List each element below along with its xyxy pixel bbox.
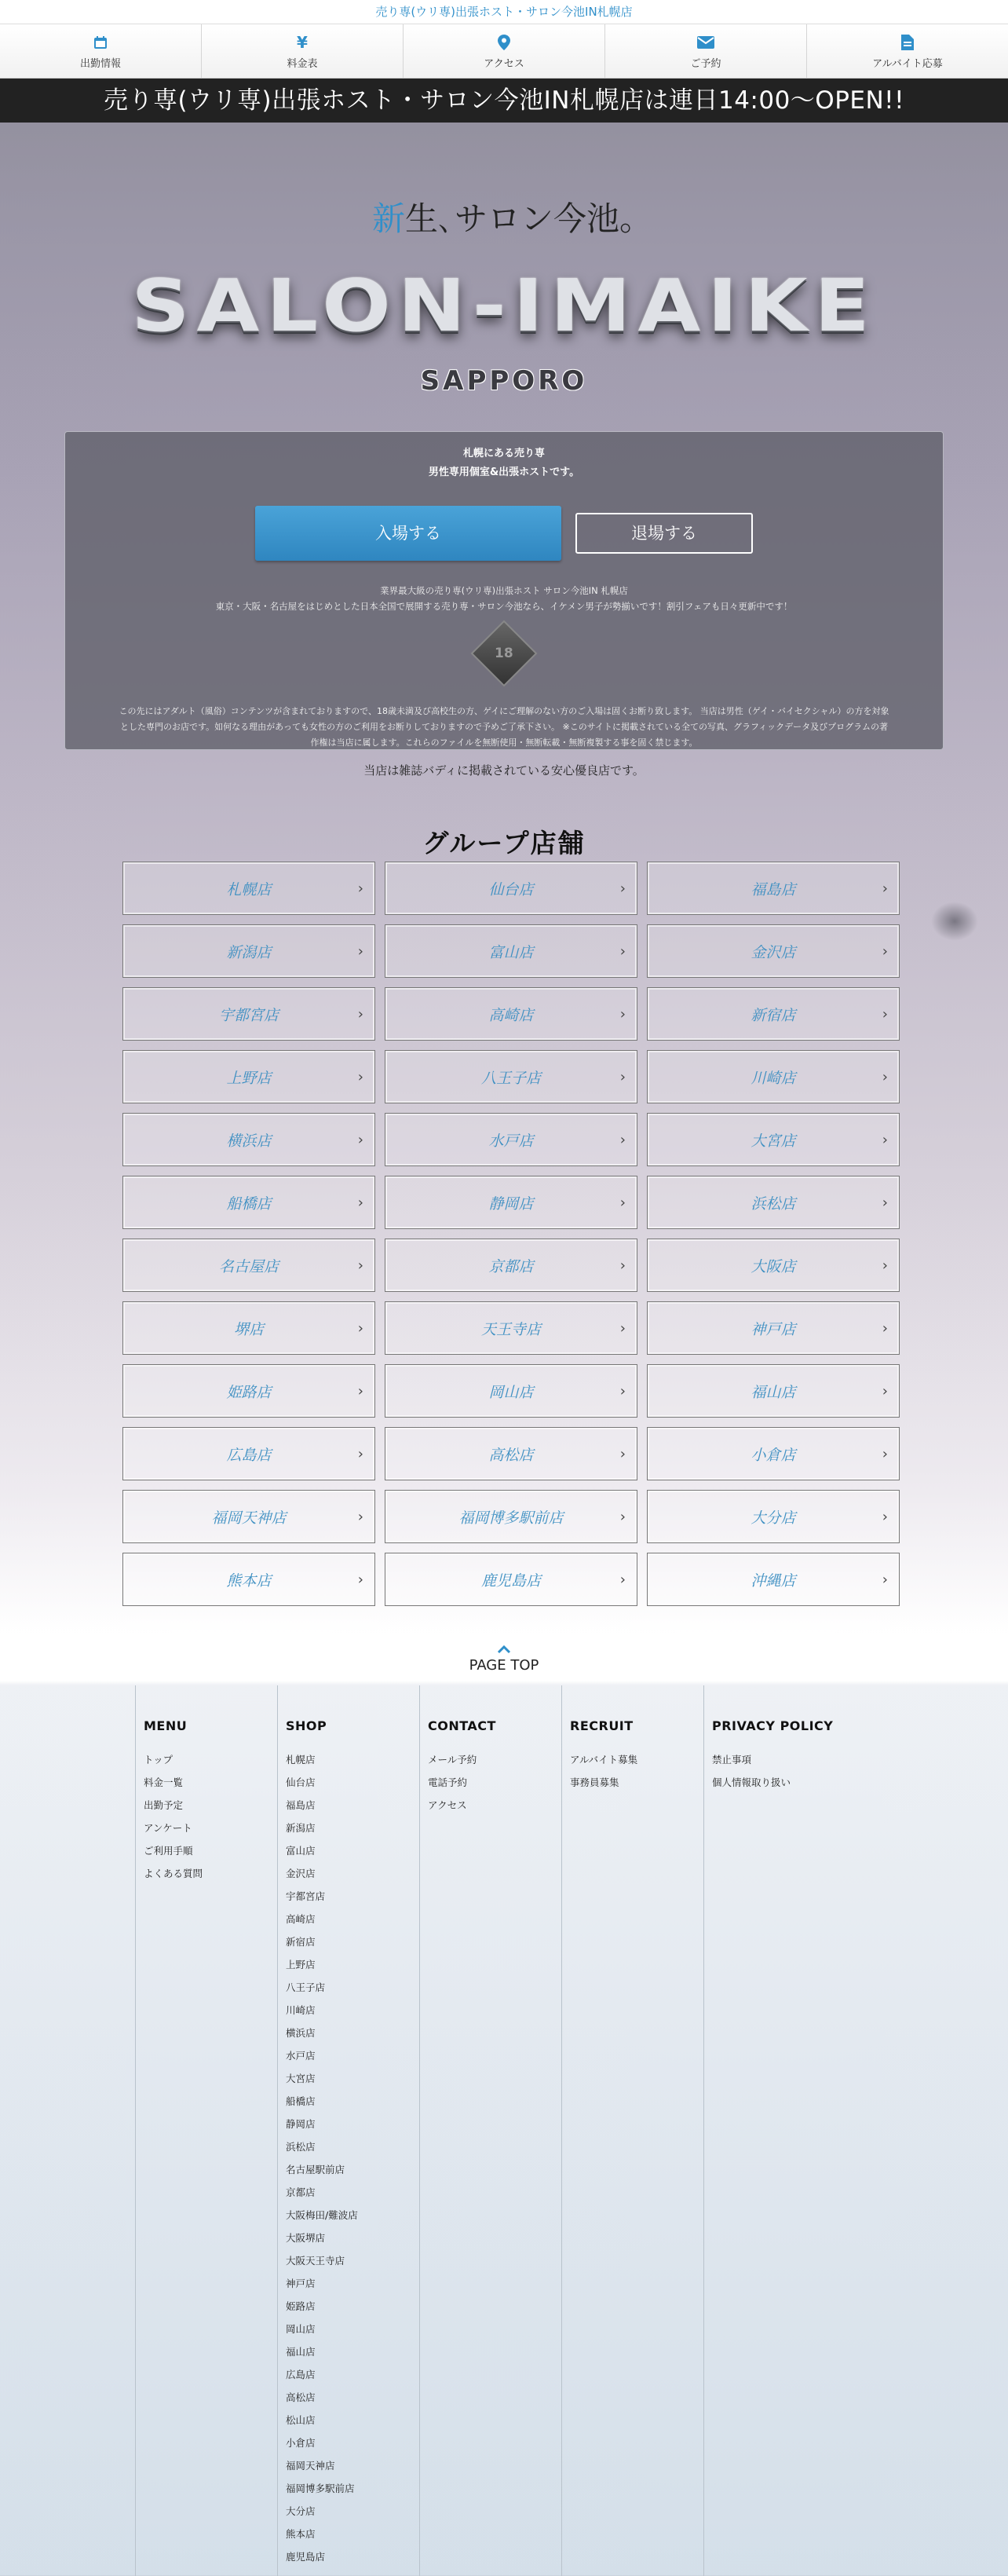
footer-column-menu <box>135 1685 277 2576</box>
footer-link[interactable]: 名古屋駅前店 <box>286 2164 345 2175</box>
shop-link-label: 川崎店 <box>751 1069 796 1087</box>
shop-link-button[interactable] <box>647 1239 900 1292</box>
chevron-right-icon: › <box>619 1508 626 1525</box>
shop-link-label: 八王子店 <box>480 1069 541 1087</box>
chevron-right-icon: › <box>882 1508 888 1525</box>
shop-link-label: 鹿児島店 <box>480 1572 541 1590</box>
chevron-right-icon: › <box>882 1571 888 1588</box>
footer-link[interactable]: 岡山店 <box>286 2323 316 2335</box>
footer-link[interactable]: 大宮店 <box>286 2073 316 2084</box>
footer-link[interactable]: 八王子店 <box>286 1981 326 1993</box>
shop-link-label: 小倉店 <box>751 1446 796 1464</box>
shop-link-button[interactable] <box>122 987 375 1041</box>
shop-link-button[interactable] <box>385 1553 637 1606</box>
age-gate-panel <box>64 431 944 750</box>
gate-warn-line: この先にはアダルト（風俗）コンテンツが含まれておりますので、18歳未満及び高校生の方、ゲイにご理解のない方のご入場は固くお断り致します。 当店は男性（ゲイ・バイセクシャル）の方を対象 <box>119 706 889 716</box>
footer-link[interactable]: トップ <box>144 1754 173 1766</box>
shop-link-button[interactable] <box>385 987 637 1041</box>
shop-link-label: 天王寺店 <box>480 1320 541 1338</box>
chevron-right-icon: › <box>357 1445 363 1462</box>
chevron-right-icon: › <box>357 1257 363 1274</box>
shop-link-label: 静岡店 <box>488 1195 534 1213</box>
shop-link-button[interactable] <box>647 862 900 915</box>
footer-link[interactable]: ご利用手順 <box>144 1845 193 1857</box>
footer-link[interactable]: 宇都宮店 <box>286 1890 326 1902</box>
shop-link-button[interactable] <box>647 1364 900 1418</box>
chevron-right-icon: › <box>619 1131 626 1148</box>
chevron-right-icon: › <box>357 1131 363 1148</box>
shop-link-button[interactable] <box>647 1301 900 1355</box>
chevron-right-icon: › <box>882 1005 888 1023</box>
footer-column-title: RECRUIT <box>570 1718 634 1733</box>
footer-link[interactable]: 仙台店 <box>286 1776 316 1788</box>
footer-link[interactable]: 小倉店 <box>286 2437 316 2449</box>
footer-link[interactable]: 大阪堺店 <box>286 2232 326 2244</box>
nav-item-price[interactable] <box>202 24 404 78</box>
footer-link[interactable]: 横浜店 <box>286 2027 316 2039</box>
footer-link[interactable]: 個人情報取り扱い <box>712 1776 791 1788</box>
footer-link[interactable]: 船橋店 <box>286 2095 316 2107</box>
shop-grid <box>122 862 900 1606</box>
footer-columns <box>135 1685 845 2576</box>
shop-link-label: 沖縄店 <box>751 1572 796 1590</box>
chevron-right-icon: › <box>882 942 888 960</box>
footer-column-contact <box>419 1685 561 2576</box>
chevron-right-icon: › <box>619 1319 626 1337</box>
chevron-right-icon: › <box>619 1571 626 1588</box>
footer-column-privacy-policy <box>703 1685 845 2576</box>
nav-label: ご予約 <box>690 57 721 70</box>
shop-link-button[interactable] <box>122 1176 375 1229</box>
footer-link[interactable]: 福岡博多駅前店 <box>286 2483 355 2494</box>
shop-link-button[interactable] <box>385 1176 637 1229</box>
nav-label: アルバイト応募 <box>872 57 943 70</box>
shop-link-label: 新宿店 <box>751 1006 796 1024</box>
shop-link-button[interactable] <box>385 1113 637 1166</box>
footer-link[interactable]: 松山店 <box>286 2414 316 2426</box>
chevron-right-icon: › <box>882 880 888 897</box>
footer-link[interactable]: 高松店 <box>286 2391 316 2403</box>
chevron-right-icon: › <box>619 1194 626 1211</box>
shop-link-label: 横浜店 <box>226 1132 272 1150</box>
catch-copy-rest: 生､サロン今池｡ <box>405 199 637 238</box>
shop-link-button[interactable] <box>647 1427 900 1480</box>
footer-link-list <box>712 1752 845 1798</box>
chevron-right-icon: › <box>357 1382 363 1400</box>
chevron-right-icon: › <box>619 1005 626 1023</box>
footer-link[interactable]: 出勤予定 <box>144 1799 184 1811</box>
shop-link-label: 福山店 <box>751 1383 796 1401</box>
chevron-right-icon: › <box>619 942 626 960</box>
footer-link[interactable]: 金沢店 <box>286 1868 316 1879</box>
chevron-right-icon: › <box>619 1257 626 1274</box>
footer-column-title: SHOP <box>286 1718 327 1733</box>
footer-link[interactable]: 富山店 <box>286 1845 316 1857</box>
shop-link-label: 福島店 <box>751 880 796 898</box>
chevron-right-icon: › <box>882 1131 888 1148</box>
enter-button[interactable]: 入場する <box>255 506 561 561</box>
footer-link[interactable]: アルバイト募集 <box>570 1754 638 1766</box>
shop-link-button[interactable] <box>385 1490 637 1543</box>
footer-link-list <box>286 1752 419 2572</box>
gate-buttons <box>65 506 943 561</box>
footer-link[interactable]: メール予約 <box>428 1754 477 1766</box>
shop-link-label: 名古屋店 <box>218 1257 279 1275</box>
footer-link[interactable]: 新宿店 <box>286 1936 316 1948</box>
shop-link-label: 京都店 <box>488 1257 534 1275</box>
gate-desc-line: 東京・大阪・名古屋をはじめとした日本全国で展開する売り専・サロン今池なら、イケメン男子が勢揃いです！割引フェアも日々更新中です！ <box>215 601 793 612</box>
shop-link-button[interactable] <box>385 1050 637 1103</box>
gate-desc-line: 業界最大級の売り専(ウリ専)出張ホスト サロン今池IN 札幌店 <box>380 585 628 596</box>
footer-link[interactable]: 静岡店 <box>286 2118 316 2130</box>
shop-link-button[interactable] <box>385 1239 637 1292</box>
footer-link[interactable]: 神戸店 <box>286 2278 316 2289</box>
shop-link-label: 新潟店 <box>226 943 272 961</box>
nav-item-access[interactable] <box>404 24 605 78</box>
footer-link-list <box>144 1752 277 1889</box>
shop-link-label: 大宮店 <box>751 1132 796 1150</box>
footer-column-shop <box>277 1685 419 2576</box>
shop-link-label: 熊本店 <box>226 1572 272 1590</box>
footer-link[interactable]: 水戸店 <box>286 2050 316 2062</box>
footer-link[interactable]: 福岡天神店 <box>286 2460 335 2472</box>
footer-link[interactable]: 広島店 <box>286 2369 316 2380</box>
chevron-right-icon: › <box>619 1068 626 1085</box>
shop-link-button[interactable] <box>647 987 900 1041</box>
footer-link[interactable]: 大分店 <box>286 2505 316 2517</box>
chevron-right-icon: › <box>882 1257 888 1274</box>
shop-link-button[interactable] <box>385 1427 637 1480</box>
shop-link-label: 福岡博多駅前店 <box>458 1509 564 1527</box>
footer-column-title: PRIVACY POLICY <box>712 1718 834 1733</box>
shop-link-button[interactable] <box>647 1113 900 1166</box>
catch-copy <box>0 193 1008 240</box>
footer-link[interactable]: 姫路店 <box>286 2300 316 2312</box>
footer-link-list <box>570 1752 703 1798</box>
chevron-right-icon: › <box>882 1068 888 1085</box>
page-top-label: PAGE TOP <box>469 1657 539 1674</box>
age-18-icon <box>471 620 538 687</box>
footer-link[interactable]: 川崎店 <box>286 2004 316 2016</box>
exit-button[interactable]: 退場する <box>575 513 753 554</box>
footer-link[interactable]: 鹿児島店 <box>286 2551 326 2563</box>
catch-copy-accent: 新 <box>371 199 405 238</box>
shop-link-label: 高松店 <box>488 1446 534 1464</box>
chevron-right-icon: › <box>619 1445 626 1462</box>
group-shops-title: グループ店舗 <box>422 828 586 858</box>
nav-label: アクセス <box>484 57 524 70</box>
shop-link-button[interactable] <box>122 1553 375 1606</box>
shop-link-label: 広島店 <box>226 1446 272 1464</box>
chevron-right-icon: › <box>357 1508 363 1525</box>
open-hours-banner: 売り専(ウリ専)出張ホスト・サロン今池IN札幌店は連日14:00〜OPEN!! <box>0 79 1008 123</box>
shop-link-label: 上野店 <box>226 1069 272 1087</box>
chevron-right-icon: › <box>882 1319 888 1337</box>
chevron-right-icon: › <box>882 1382 888 1400</box>
shop-link-button[interactable] <box>385 1364 637 1418</box>
document-icon <box>901 33 914 52</box>
chevron-right-icon: › <box>357 942 363 960</box>
nav-item-recruit[interactable] <box>807 24 1008 78</box>
shop-link-button[interactable] <box>122 1427 375 1480</box>
shop-link-button[interactable] <box>122 1239 375 1292</box>
chevron-right-icon: › <box>357 1005 363 1023</box>
site-top-title[interactable]: 売り専(ウリ専)出張ホスト・サロン今池IN札幌店 <box>0 0 1008 24</box>
shop-link-button[interactable] <box>647 1176 900 1229</box>
calendar-icon <box>93 33 108 52</box>
footer-link[interactable]: 上野店 <box>286 1959 316 1970</box>
footer-link[interactable]: よくある質問 <box>144 1868 203 1879</box>
gate-intro-line: 札幌にある売り専 <box>462 448 545 459</box>
shop-link-label: 富山店 <box>488 943 534 961</box>
gate-warn-line: 作権は当店に属します。これらのファイルを無断使用・無断転載・無断複製する事を固く禁じます。 <box>310 737 698 748</box>
envelope-icon <box>697 33 714 52</box>
side-tab-shadow <box>931 902 978 941</box>
footer-link[interactable]: 福山店 <box>286 2346 316 2358</box>
footer-link[interactable]: 料金一覧 <box>144 1776 184 1788</box>
shop-link-label: 船橋店 <box>226 1195 272 1213</box>
chevron-right-icon: › <box>882 1194 888 1211</box>
footer-link[interactable]: 禁止事項 <box>712 1754 752 1766</box>
footer-column-title: MENU <box>144 1718 188 1733</box>
footer-link[interactable]: 大阪天王寺店 <box>286 2255 345 2267</box>
shop-link-label: 堺店 <box>233 1320 264 1338</box>
footer-link[interactable]: アクセス <box>428 1799 467 1811</box>
chevron-right-icon: › <box>882 1445 888 1462</box>
shop-link-label: 水戸店 <box>488 1132 534 1150</box>
hero <box>0 123 1008 437</box>
chevron-right-icon: › <box>357 1319 363 1337</box>
gate-warning <box>81 704 927 751</box>
footer-column-recruit <box>561 1685 703 2576</box>
footer-column-title: CONTACT <box>428 1718 496 1733</box>
gate-intro-line: 男性専用個室&出張ホストです。 <box>428 467 580 478</box>
footer-link[interactable]: 札幌店 <box>286 1754 316 1766</box>
shop-link-button[interactable] <box>385 862 637 915</box>
nav-item-schedule[interactable] <box>0 24 202 78</box>
gate-intro <box>65 445 943 482</box>
shop-link-label: 浜松店 <box>751 1195 796 1213</box>
shop-link-button[interactable] <box>385 1301 637 1355</box>
safe-shop-note: 当店は雑誌バディに掲載されている安心優良店です。 <box>363 763 645 778</box>
shop-link-label: 大阪店 <box>751 1257 796 1275</box>
shop-link-label: 高崎店 <box>488 1006 534 1024</box>
shop-link-label: 大分店 <box>751 1509 796 1527</box>
global-nav <box>0 24 1008 79</box>
nav-label: 出勤情報 <box>79 57 121 70</box>
shop-link-label: 姫路店 <box>226 1383 272 1401</box>
gate-description <box>65 583 943 614</box>
shop-link-button[interactable] <box>122 1050 375 1103</box>
shop-link-button[interactable] <box>122 862 375 915</box>
chevron-right-icon: › <box>357 1571 363 1588</box>
yen-icon: ¥ <box>297 32 308 52</box>
site-logo-sub: SAPPORO <box>420 365 588 397</box>
shop-link-label: 宇都宮店 <box>218 1006 279 1024</box>
footer-link[interactable]: 福島店 <box>286 1799 316 1811</box>
shop-link-button[interactable] <box>647 1490 900 1543</box>
shop-link-button[interactable] <box>122 924 375 978</box>
chevron-right-icon: › <box>619 1382 626 1400</box>
chevron-right-icon: › <box>357 1194 363 1211</box>
shop-link-label: 神戸店 <box>751 1320 796 1338</box>
nav-item-reserve[interactable] <box>605 24 807 78</box>
footer-link[interactable]: 電話予約 <box>428 1776 468 1788</box>
footer-link[interactable]: 新潟店 <box>286 1822 316 1834</box>
shop-link-button[interactable] <box>122 1301 375 1355</box>
shop-link-label: 福岡天神店 <box>211 1509 287 1527</box>
shop-link-button[interactable] <box>647 1553 900 1606</box>
footer-link[interactable]: 京都店 <box>286 2186 316 2198</box>
shop-link-button[interactable] <box>122 1490 375 1543</box>
footer-link[interactable]: 高崎店 <box>286 1913 316 1925</box>
shop-link-button[interactable] <box>385 924 637 978</box>
footer-link[interactable]: アンケート <box>144 1822 192 1834</box>
gate-warn-line: とした専門のお店です。如何なる理由があっても女性の方のご利用をお断りしておりますので予めご了承下さい。 ※このサイトに掲載されている全ての写真、グラフィックデータ及びプログラムの著 <box>120 722 888 732</box>
footer <box>0 1685 1008 2576</box>
page-top-button[interactable] <box>0 1641 1008 1674</box>
chevron-right-icon: › <box>619 880 626 897</box>
shop-link-label: 金沢店 <box>751 943 796 961</box>
footer-link[interactable]: 浜松店 <box>286 2141 316 2153</box>
shop-link-label: 仙台店 <box>488 880 534 898</box>
chevron-right-icon: › <box>357 880 363 897</box>
age-18-text: 18 <box>495 645 513 661</box>
shop-link-label: 岡山店 <box>488 1383 534 1401</box>
chevron-right-icon: › <box>357 1068 363 1085</box>
shop-link-button[interactable] <box>122 1113 375 1166</box>
footer-link[interactable]: 大阪梅田/難波店 <box>286 2209 358 2221</box>
shop-link-button[interactable] <box>647 1050 900 1103</box>
shop-link-label: 札幌店 <box>226 880 272 898</box>
chevron-up-icon <box>0 1641 1008 1656</box>
map-pin-icon <box>497 33 511 52</box>
site-logo: SALON-IMAIKE <box>131 264 877 348</box>
footer-link-list <box>428 1752 561 1820</box>
nav-label: 料金表 <box>287 57 318 70</box>
shop-link-button[interactable] <box>647 924 900 978</box>
footer-link[interactable]: 事務員募集 <box>570 1776 619 1788</box>
shop-link-button[interactable] <box>122 1364 375 1418</box>
footer-link[interactable]: 熊本店 <box>286 2528 316 2540</box>
